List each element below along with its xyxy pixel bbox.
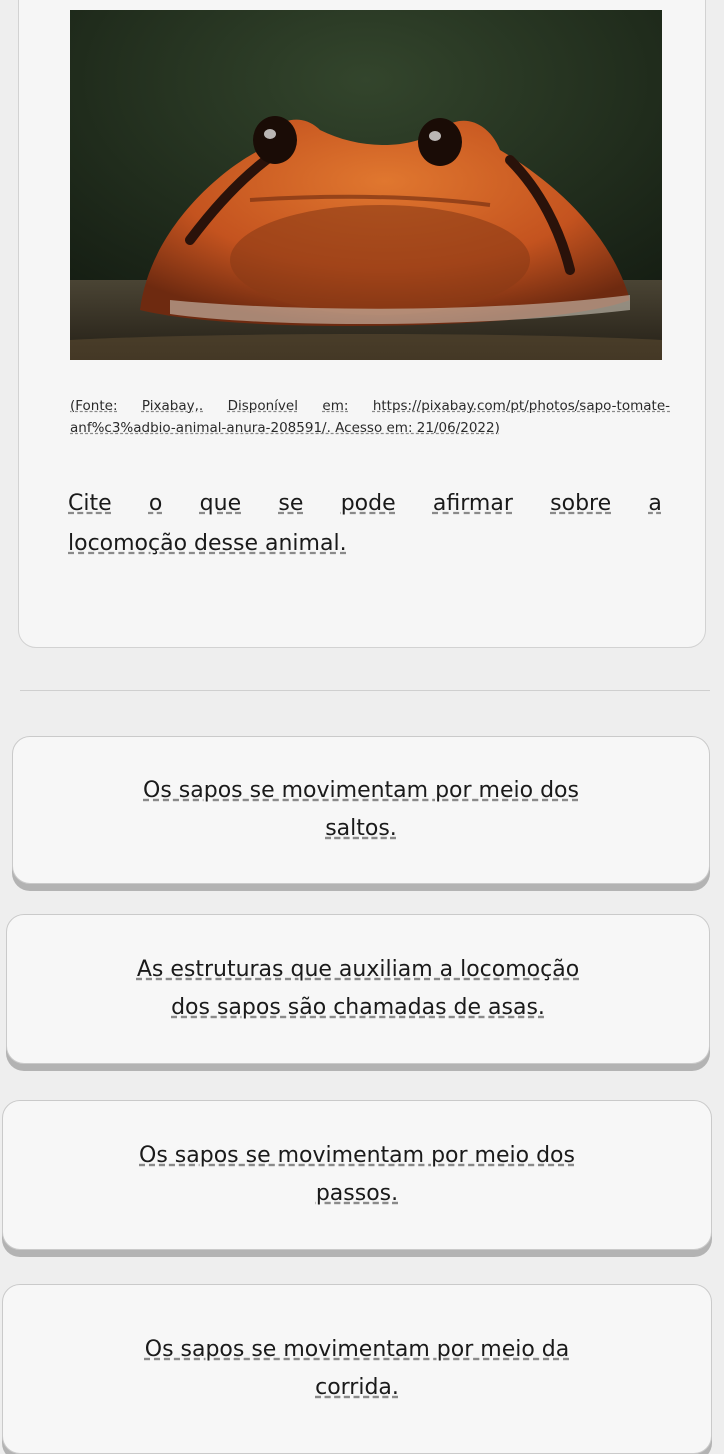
source-line-1 [70,395,670,417]
source-line-2: anf%c3%adbio-animal-anura-208591/. Acesso em: 21/06/2022) [70,420,500,436]
source-word: Disponível [227,398,298,414]
answer-line-1: As estruturas que auxiliam a locomoção [136,957,580,982]
prompt-word: a [648,491,662,516]
answer-line-2: passos. [315,1181,399,1206]
image-source-citation [70,395,670,439]
prompt-word: afirmar [432,491,513,516]
answer-line-2: saltos. [325,816,397,841]
prompt-word: que [199,491,242,516]
frog-photo-illustration [70,10,662,360]
source-word: Pixabay,. [141,398,204,414]
prompt-word: Cite [68,491,112,516]
answer-option-text [78,951,638,1027]
answer-option-1[interactable] [12,736,710,884]
frog-photo [70,10,662,360]
source-word: em: [322,398,349,414]
answer-line-1: Os sapos se movimentam por meio dos [143,778,579,803]
answer-option-2[interactable] [6,914,710,1064]
prompt-line-1 [68,484,662,524]
answer-option-3[interactable] [2,1100,712,1250]
answer-option-text [81,772,641,848]
question-prompt [68,484,662,564]
answer-option-text [77,1137,637,1213]
answer-option-4[interactable] [2,1284,712,1454]
prompt-line-2: locomoção desse animal. [68,531,347,556]
prompt-word: se [278,491,304,516]
section-divider [20,690,710,691]
prompt-word: o [148,491,163,516]
answer-line-2: corrida. [315,1375,399,1400]
answer-line-1: Os sapos se movimentam por meio dos [139,1143,575,1168]
prompt-word: pode [340,491,396,516]
answer-line-2: dos sapos são chamadas de asas. [171,995,545,1020]
source-url: https://pixabay.com/pt/photos/sapo-tomate- [372,398,670,414]
answer-line-1: Os sapos se movimentam por meio da [144,1337,570,1362]
answer-option-text [77,1331,637,1407]
prompt-word: sobre [550,491,612,516]
source-word: (Fonte: [70,398,118,414]
